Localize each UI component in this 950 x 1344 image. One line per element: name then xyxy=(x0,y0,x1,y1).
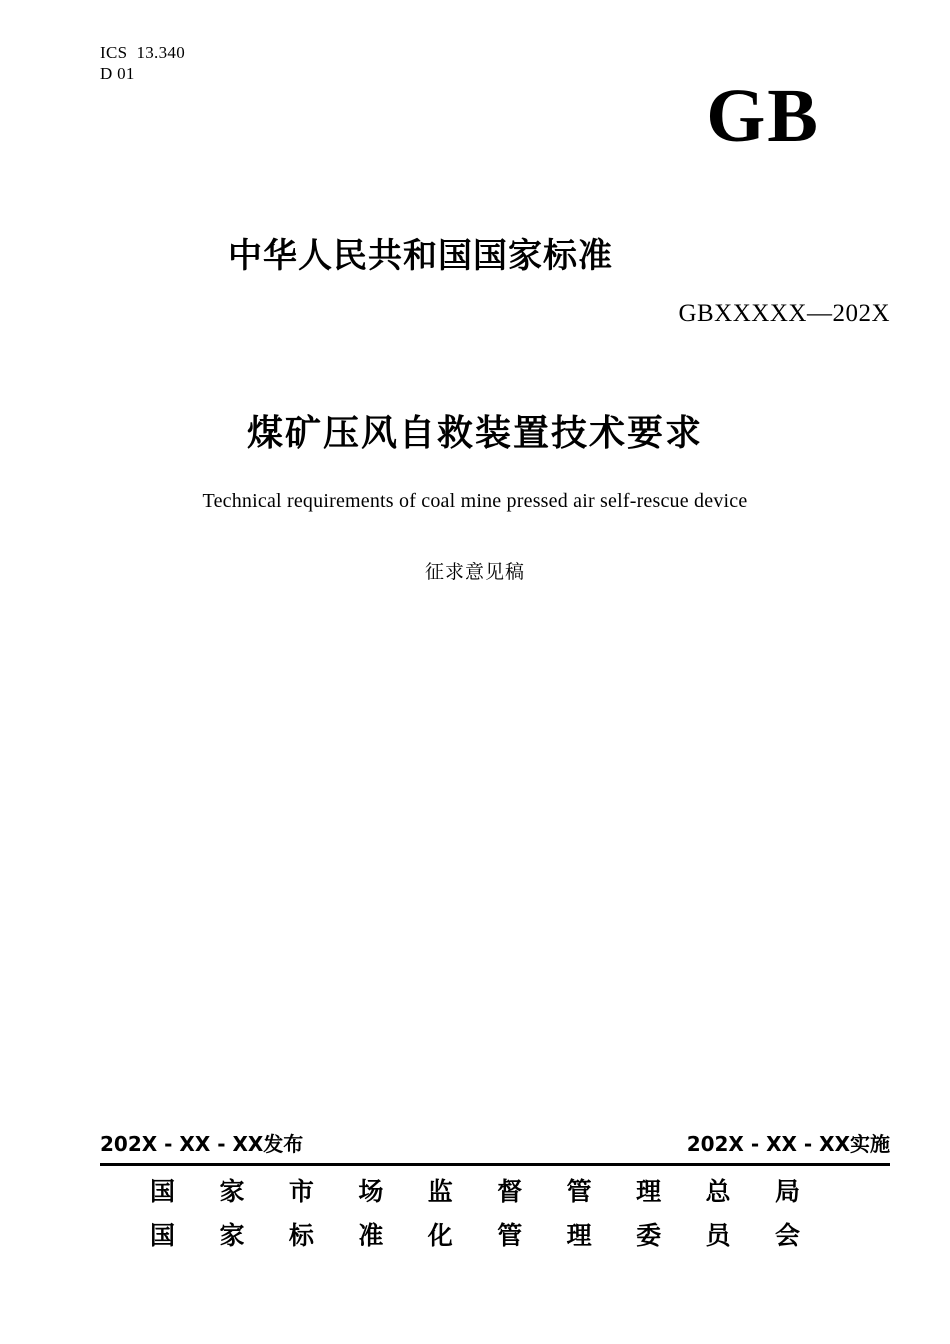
org-char: 管 xyxy=(566,1177,592,1206)
publish-date: 202X - XX - XX发布 xyxy=(100,1132,304,1156)
national-standard-heading: 中华人民共和国国家标准 xyxy=(228,236,613,276)
ics-block xyxy=(100,42,185,85)
org-char: 国 xyxy=(150,1177,176,1206)
org-char: 委 xyxy=(636,1221,662,1250)
org-char: 管 xyxy=(497,1221,523,1250)
org-char: 监 xyxy=(427,1177,453,1206)
document-title-chinese: 煤矿压风自救装置技术要求 xyxy=(246,413,703,454)
org-char: 理 xyxy=(636,1177,662,1206)
org-char: 理 xyxy=(566,1221,592,1250)
org-char: 标 xyxy=(288,1221,314,1250)
org-char: 会 xyxy=(774,1221,800,1250)
issuing-organizations xyxy=(150,1172,800,1260)
document-title-english: Technical requirements of coal mine pressed air self-rescue device xyxy=(202,490,748,512)
org-char: 局 xyxy=(774,1177,800,1206)
organization-line-2 xyxy=(150,1216,800,1252)
implement-date: 202X - XX - XX实施 xyxy=(686,1132,890,1156)
ics-code: ICS 13.340 xyxy=(100,43,186,62)
org-char: 总 xyxy=(705,1177,731,1206)
organization-line-1 xyxy=(150,1172,800,1208)
org-char: 化 xyxy=(427,1221,453,1250)
publish-implement-row xyxy=(100,1128,890,1166)
org-char: 市 xyxy=(288,1177,314,1206)
org-char: 准 xyxy=(358,1221,384,1250)
org-char: 员 xyxy=(705,1221,731,1250)
classification-code: D 01 xyxy=(100,64,135,84)
org-char: 场 xyxy=(358,1177,384,1206)
org-char: 家 xyxy=(219,1177,245,1206)
standard-number: GBXXXXX—202X xyxy=(678,300,890,327)
org-char: 国 xyxy=(150,1221,176,1250)
org-char: 家 xyxy=(219,1221,245,1250)
gb-logo: GB xyxy=(706,74,820,158)
draft-status-label: 征求意见稿 xyxy=(424,562,525,583)
org-char: 督 xyxy=(497,1177,523,1206)
